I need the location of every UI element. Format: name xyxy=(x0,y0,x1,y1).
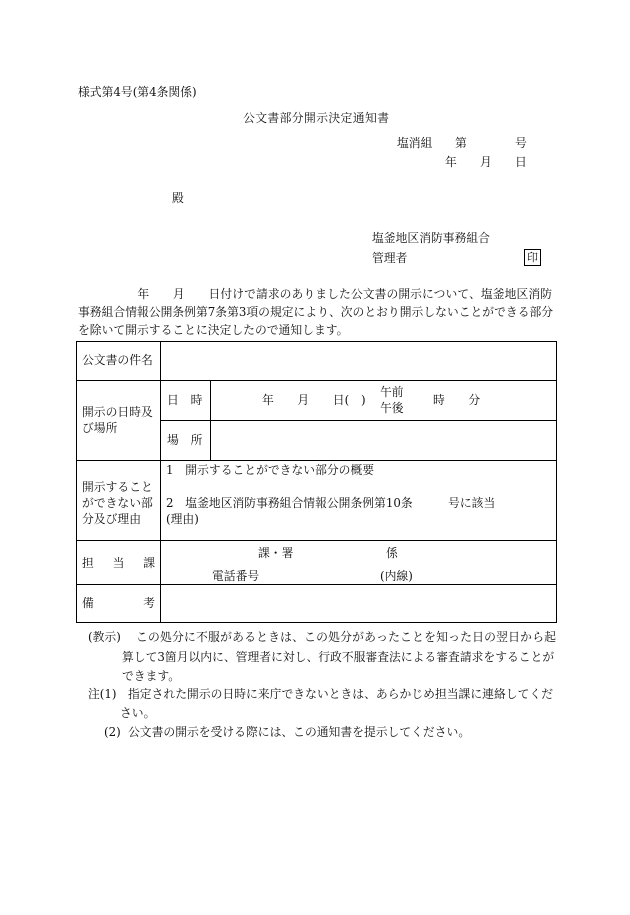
note-2-label: (2) xyxy=(104,725,121,739)
note-2-line-1: 公文書の開示を受ける際には、この通知書を提示してください。 xyxy=(128,725,471,739)
disclosure-label-line-1: 開示の日時及 xyxy=(82,405,153,419)
disclosure-table xyxy=(76,341,557,623)
table-divider xyxy=(76,380,557,381)
issuer-position: 管理者 xyxy=(372,251,408,265)
disclosure-label-line-2: び場所 xyxy=(82,421,118,435)
undisclosed-item-2: 2 塩釜地区消防事務組合情報公開条例第10条 号に該当 xyxy=(166,496,496,510)
seal-mark: 印 xyxy=(524,249,541,266)
department-phone: 電話番号 xyxy=(212,569,260,583)
table-divider xyxy=(160,341,161,623)
department-label: 担 当 課 xyxy=(82,556,155,570)
department-unit: 係 xyxy=(386,546,398,560)
addressee-honorific: 殿 xyxy=(172,191,184,205)
undisclosed-label-line-2: ができない部 xyxy=(82,496,153,510)
subject-label: 公文書の件名 xyxy=(82,353,153,367)
instruction-line-1: この処分に不服があるときは、この処分があったことを知った日の翌日から起 xyxy=(136,630,556,644)
datetime-am: 午前 xyxy=(380,385,404,399)
body-line-3: を除いて開示することに決定したので通知します。 xyxy=(78,323,349,337)
table-divider xyxy=(76,584,557,585)
issuer-organization: 塩釜地区消防事務組合 xyxy=(372,231,490,245)
instruction-line-3: できます。 xyxy=(122,669,181,683)
date-day: 日 xyxy=(515,155,527,169)
note-1-line-2: さい。 xyxy=(120,706,156,720)
instruction-label: (教示) xyxy=(88,630,121,644)
department-extension: (内線) xyxy=(380,569,413,583)
undisclosed-label-line-3: 分及び理由 xyxy=(82,512,141,526)
table-divider xyxy=(210,380,211,461)
datetime-date: 年 月 日( ) xyxy=(262,393,366,407)
body-line-1: 年 月 日付けで請求のありました公文書の開示について、塩釜地区消防 xyxy=(78,287,552,301)
note-1-label: 注(1) xyxy=(88,687,117,701)
datetime-time: 時 分 xyxy=(433,393,481,407)
table-divider xyxy=(160,420,557,421)
table-divider xyxy=(76,460,557,461)
datetime-label: 日 時 xyxy=(167,393,203,407)
document-title: 公文書部分開示決定通知書 xyxy=(243,111,389,125)
body-line-2: 事務組合情報公開条例第7条第3項の規定により、次のとおり開示しないことができる部分 xyxy=(78,305,554,319)
datetime-pm: 午後 xyxy=(380,401,404,415)
undisclosed-label-line-1: 開示すること xyxy=(82,480,153,494)
undisclosed-reason: (理由) xyxy=(166,512,199,526)
table-divider xyxy=(76,540,557,541)
document-number-prefix: 塩消組 xyxy=(397,136,433,150)
form-number: 様式第4号(第4条関係) xyxy=(78,85,197,99)
department-section: 課・署 xyxy=(258,546,294,560)
document-number-go: 号 xyxy=(515,136,527,150)
document-number-dai: 第 xyxy=(455,136,467,150)
date-month: 月 xyxy=(480,155,492,169)
undisclosed-item-1: 1 開示することができない部分の概要 xyxy=(166,463,375,477)
remarks-label: 備 考 xyxy=(82,596,155,610)
place-label: 場 所 xyxy=(167,433,203,447)
note-1-line-1: 指定された開示の日時に来庁できないときは、あらかじめ担当課に連絡してくだ xyxy=(128,687,553,701)
instruction-line-2: 算して3箇月以内に、管理者に対し、行政不服審査法による審査請求をすることが xyxy=(122,650,555,664)
date-year: 年 xyxy=(445,155,457,169)
